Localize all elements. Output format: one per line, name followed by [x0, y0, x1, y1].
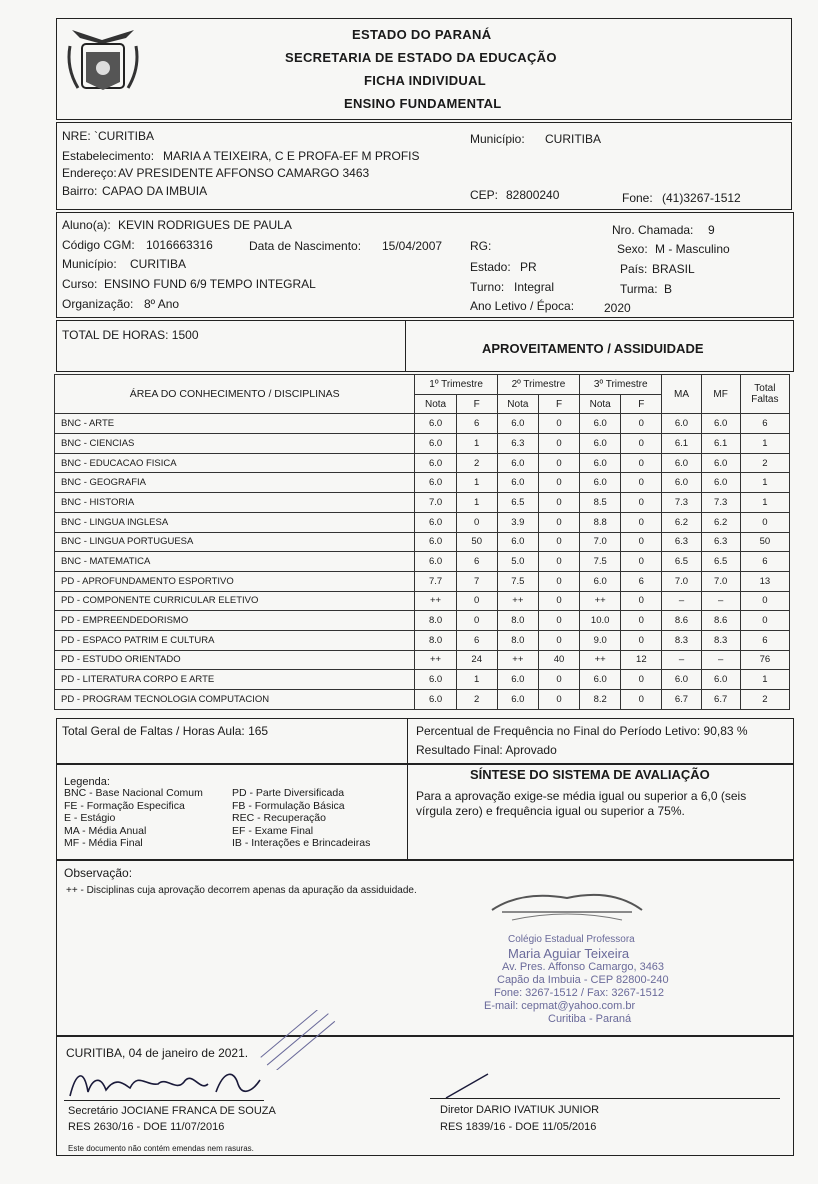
discipline-name: PD - COMPONENTE CURRICULAR ELETIVO	[55, 591, 415, 611]
table-row	[55, 434, 790, 454]
grade-cell: 0	[456, 611, 497, 631]
grade-cell: –	[662, 591, 701, 611]
state-title: ESTADO DO PARANÁ	[352, 27, 492, 42]
grade-cell: ++	[415, 650, 456, 670]
sexo-value: M - Masculino	[655, 242, 730, 256]
grade-cell: 8.8	[580, 512, 621, 532]
grade-cell: 6.0	[580, 473, 621, 493]
grade-cell: 0	[538, 414, 579, 434]
grade-cell: ++	[415, 591, 456, 611]
grade-cell: 0	[538, 552, 579, 572]
grade-cell: 7.3	[662, 493, 701, 513]
grade-cell: 0	[538, 630, 579, 650]
grade-cell: 0	[538, 434, 579, 454]
grade-cell: 7	[456, 571, 497, 591]
grade-cell: 0	[538, 473, 579, 493]
discipline-name: PD - APROFUNDAMENTO ESPORTIVO	[55, 571, 415, 591]
sintese-title: SÍNTESE DO SISTEMA DE AVALIAÇÃO	[470, 767, 710, 782]
t2-f-header: F	[538, 394, 579, 414]
grade-cell: 0	[621, 493, 662, 513]
grade-cell: 6.0	[580, 670, 621, 690]
grade-cell: 6	[740, 552, 789, 572]
grade-cell: 0	[621, 434, 662, 454]
grade-cell: 1	[456, 493, 497, 513]
grade-cell: 0	[538, 690, 579, 710]
grade-cell: 1	[456, 434, 497, 454]
grade-cell: 8.0	[497, 611, 538, 631]
nasc-label: Data de Nascimento:	[249, 239, 362, 253]
grade-cell: 8.6	[662, 611, 701, 631]
chamada-label: Nro. Chamada:	[612, 223, 694, 237]
grade-cell: 1	[456, 670, 497, 690]
nre-value: `CURITIBA	[94, 129, 154, 143]
estab-value: MARIA A TEIXEIRA, C E PROFA-EF M PROFIS	[163, 149, 420, 163]
grade-cell: 7.7	[415, 571, 456, 591]
total-faltas-summary: Total Geral de Faltas / Horas Aula: 165	[62, 724, 269, 738]
table-row	[55, 591, 790, 611]
grade-cell: 6.0	[580, 571, 621, 591]
stamp-line: E-mail: cepmat@yahoo.com.br	[484, 1000, 636, 1012]
curso-value: ENSINO FUND 6/9 TEMPO INTEGRAL	[104, 277, 316, 291]
grade-cell: ++	[497, 591, 538, 611]
grade-cell: 6.0	[701, 453, 740, 473]
t2-header: 2º Trimestre	[497, 375, 579, 395]
grade-cell: 6.0	[415, 473, 456, 493]
grade-cell: 8.3	[701, 630, 740, 650]
t3-nota-header: Nota	[580, 394, 621, 414]
grade-cell: 6.3	[497, 434, 538, 454]
table-row	[55, 571, 790, 591]
endereco-label: Endereço:	[62, 166, 117, 180]
grade-cell: 50	[456, 532, 497, 552]
discipline-name: BNC - GEOGRAFIA	[55, 473, 415, 493]
student-municipio-label: Município:	[62, 257, 117, 271]
grades-body	[55, 414, 790, 709]
grade-cell: 6.0	[415, 670, 456, 690]
discipline-name: PD - ESPACO PATRIM E CULTURA	[55, 630, 415, 650]
grade-cell: 6.3	[701, 532, 740, 552]
legend-item: MA - Média Anual	[64, 824, 147, 837]
grade-cell: 5.0	[497, 552, 538, 572]
grade-cell: 6.0	[662, 453, 701, 473]
discipline-name: PD - EMPREENDEDORISMO	[55, 611, 415, 631]
stamp-line: Av. Pres. Affonso Camargo, 3463	[502, 961, 665, 973]
grade-cell: 7.0	[580, 532, 621, 552]
grade-cell: –	[662, 650, 701, 670]
grade-cell: 6.3	[662, 532, 701, 552]
grade-cell: 7.3	[701, 493, 740, 513]
secretary-res: RES 2630/16 - DOE 11/07/2016	[68, 1121, 225, 1133]
grade-cell: 6.2	[662, 512, 701, 532]
level-title: ENSINO FUNDAMENTAL	[344, 96, 502, 111]
grade-cell: 2	[456, 453, 497, 473]
discipline-name: PD - PROGRAM TECNOLOGIA COMPUTACION	[55, 690, 415, 710]
grade-cell: 0	[538, 611, 579, 631]
table-row	[55, 670, 790, 690]
school-municipio-value: CURITIBA	[545, 132, 602, 146]
legend-item: REC - Recuperação	[232, 812, 326, 824]
bairro-value: CAPAO DA IMBUIA	[102, 184, 208, 198]
observacao-text: ++ - Disciplinas cuja aprovação decorrem apenas da apuração da assiduidade.	[66, 885, 417, 896]
director-res: RES 1839/16 - DOE 11/05/2016	[440, 1121, 597, 1133]
grade-cell: 7.5	[580, 552, 621, 572]
school-municipio-label: Município:	[470, 132, 525, 146]
grade-cell: 0	[538, 512, 579, 532]
grade-cell: 0	[621, 512, 662, 532]
grade-cell: 6.0	[662, 473, 701, 493]
grade-cell: 1	[456, 473, 497, 493]
grade-cell: 6.1	[662, 434, 701, 454]
table-row	[55, 493, 790, 513]
grade-cell: 8.0	[497, 630, 538, 650]
grade-cell: 6.0	[580, 414, 621, 434]
grade-cell: 6.5	[497, 493, 538, 513]
sintese-text-2: vírgula zero) e frequência igual ou superior a 75%.	[416, 804, 685, 818]
grade-cell: 6	[456, 414, 497, 434]
rg-label: RG:	[470, 239, 492, 253]
grade-cell: 6	[740, 414, 789, 434]
estado-label: Estado:	[470, 260, 511, 274]
grade-cell: 0	[621, 552, 662, 572]
sexo-label: Sexo:	[617, 242, 648, 256]
secretary-signature-icon	[66, 1062, 266, 1102]
grade-cell: 6.2	[701, 512, 740, 532]
grade-cell: 0	[456, 512, 497, 532]
grade-cell: 0	[456, 591, 497, 611]
grade-cell: 6.0	[580, 434, 621, 454]
grade-cell: 6.0	[701, 414, 740, 434]
grade-cell: 12	[621, 650, 662, 670]
grade-cell: –	[701, 650, 740, 670]
director-name: Diretor DARIO IVATIUK JUNIOR	[440, 1104, 600, 1116]
aluno-value: KEVIN RODRIGUES DE PAULA	[118, 218, 292, 232]
ano-value: 2020	[604, 301, 631, 315]
total-faltas-header: Total Faltas	[740, 375, 789, 414]
pais-value: BRASIL	[652, 262, 695, 276]
grades-table	[54, 374, 790, 710]
grade-cell: 6.0	[497, 473, 538, 493]
grade-cell: 6.0	[662, 414, 701, 434]
parana-coat-of-arms-icon	[62, 22, 144, 98]
grade-cell: 6.0	[701, 473, 740, 493]
stamp-line: Fone: 3267-1512 / Fax: 3267-1512	[494, 987, 665, 999]
stamp-line: Maria Aguiar Teixeira	[508, 946, 630, 961]
grade-cell: 6.0	[701, 670, 740, 690]
fone-label: Fone:	[622, 191, 653, 205]
grade-cell: 7.0	[662, 571, 701, 591]
grade-cell: 7.0	[701, 571, 740, 591]
grade-cell: 6.0	[415, 552, 456, 572]
legend-item: FE - Formação Especifica	[64, 799, 185, 812]
grade-cell: 1	[740, 493, 789, 513]
grade-cell: 6.0	[662, 670, 701, 690]
grade-cell: 0	[621, 473, 662, 493]
grade-cell: 0	[621, 453, 662, 473]
grade-cell: 0	[538, 571, 579, 591]
legend-left-list	[64, 787, 203, 850]
discipline-name: BNC - CIENCIAS	[55, 434, 415, 454]
grade-cell: 8.2	[580, 690, 621, 710]
grade-cell: 8.5	[580, 493, 621, 513]
legend-item: MF - Média Final	[64, 837, 143, 849]
fone-value: (41)3267-1512	[662, 191, 741, 205]
ma-header: MA	[662, 375, 701, 414]
grade-cell: 10.0	[580, 611, 621, 631]
grade-cell: 6.1	[701, 434, 740, 454]
table-row	[55, 414, 790, 434]
grade-cell: 6	[740, 630, 789, 650]
table-row	[55, 512, 790, 532]
footer-note: Este documento não contém emendas nem rasuras.	[68, 1144, 254, 1153]
grade-cell: 6.0	[497, 690, 538, 710]
grade-cell: 6.0	[415, 532, 456, 552]
area-header: ÁREA DO CONHECIMENTO / DISCIPLINAS	[55, 375, 415, 414]
legend-item: PD - Parte Diversificada	[232, 787, 345, 799]
stamp-line: Capão da Imbuia - CEP 82800-240	[497, 974, 669, 986]
curso-label: Curso:	[62, 277, 98, 291]
mf-header: MF	[701, 375, 740, 414]
grade-cell: 6.0	[497, 670, 538, 690]
discipline-name: PD - ESTUDO ORIENTADO	[55, 650, 415, 670]
grade-cell: 3.9	[497, 512, 538, 532]
grade-cell: 6.0	[415, 690, 456, 710]
table-row	[55, 611, 790, 631]
turma-value: B	[664, 282, 673, 296]
grade-cell: 6.5	[701, 552, 740, 572]
discipline-name: BNC - LINGUA INGLESA	[55, 512, 415, 532]
grade-cell: 6.7	[662, 690, 701, 710]
table-row	[55, 473, 790, 493]
legend-item: BNC - Base Nacional Comum	[64, 787, 203, 799]
grade-cell: 1	[740, 473, 789, 493]
grade-cell: 0	[621, 670, 662, 690]
grade-cell: 0	[538, 493, 579, 513]
grade-cell: 9.0	[580, 630, 621, 650]
grade-cell: 8.6	[701, 611, 740, 631]
grade-cell: 8.0	[415, 630, 456, 650]
grade-cell: 6.0	[580, 453, 621, 473]
grade-cell: ++	[580, 591, 621, 611]
grade-cell: 6	[621, 571, 662, 591]
t1-nota-header: Nota	[415, 394, 456, 414]
legend-item: EF - Exame Final	[232, 824, 314, 837]
grade-cell: 6.0	[415, 414, 456, 434]
grade-cell: 6.0	[415, 453, 456, 473]
t2-nota-header: Nota	[497, 394, 538, 414]
sintese-text-1: Para a aprovação exige-se média igual ou superior a 6,0 (seis	[416, 789, 747, 803]
aproveitamento-title: APROVEITAMENTO / ASSIDUIDADE	[482, 341, 704, 356]
grade-cell: 0	[538, 532, 579, 552]
table-row	[55, 690, 790, 710]
secretariat-title: SECRETARIA DE ESTADO DA EDUCAÇÃO	[285, 50, 557, 65]
table-row	[55, 650, 790, 670]
grade-cell: 6	[456, 630, 497, 650]
cep-value: 82800240	[506, 188, 560, 202]
legend-item: FB - Formulação Básica	[232, 799, 345, 812]
estado-value: PR	[520, 260, 537, 274]
grade-cell: 8.3	[662, 630, 701, 650]
grade-cell: 7.0	[415, 493, 456, 513]
grade-cell: 6.0	[415, 512, 456, 532]
grade-cell: 76	[740, 650, 789, 670]
grade-cell: 0	[621, 690, 662, 710]
stamp-line: Curitiba - Paraná	[548, 1013, 632, 1025]
grade-cell: 50	[740, 532, 789, 552]
grade-cell: 0	[740, 591, 789, 611]
discipline-name: BNC - HISTORIA	[55, 493, 415, 513]
grade-cell: 6	[456, 552, 497, 572]
grade-cell: 0	[621, 611, 662, 631]
grade-cell: 0	[538, 670, 579, 690]
rotated-stamp-icon	[252, 1010, 342, 1070]
endereco-value: AV PRESIDENTE AFFONSO CAMARGO 3463	[118, 166, 370, 180]
nre-label: NRE:	[62, 129, 91, 143]
legend-right-list	[232, 787, 370, 850]
turma-label: Turma:	[620, 282, 658, 296]
grade-cell: 13	[740, 571, 789, 591]
t3-f-header: F	[621, 394, 662, 414]
discipline-name: BNC - MATEMATICA	[55, 552, 415, 572]
table-row	[55, 532, 790, 552]
org-label: Organização:	[62, 297, 134, 311]
estab-label: Estabelecimento:	[62, 149, 155, 163]
grade-cell: 2	[740, 690, 789, 710]
grade-cell: 8.0	[415, 611, 456, 631]
t3-header: 3º Trimestre	[580, 375, 662, 395]
grade-cell: ++	[580, 650, 621, 670]
discipline-name: BNC - LINGUA PORTUGUESA	[55, 532, 415, 552]
discipline-name: BNC - EDUCACAO FISICA	[55, 453, 415, 473]
grade-cell: 7.5	[497, 571, 538, 591]
director-line	[430, 1098, 780, 1099]
form-title: FICHA INDIVIDUAL	[364, 73, 487, 88]
grade-cell: 0	[621, 630, 662, 650]
nasc-value: 15/04/2007	[382, 239, 443, 253]
grade-cell: 0	[538, 591, 579, 611]
grade-cell: 6.0	[415, 434, 456, 454]
grade-cell: 2	[740, 453, 789, 473]
legend-item: IB - Interações e Brincadeiras	[232, 837, 371, 849]
discipline-name: BNC - ARTE	[55, 414, 415, 434]
aluno-label: Aluno(a):	[62, 218, 111, 232]
grade-cell: 6.0	[497, 414, 538, 434]
turno-label: Turno:	[470, 280, 505, 294]
grade-cell: 0	[621, 591, 662, 611]
org-value: 8º Ano	[144, 297, 180, 311]
table-row	[55, 630, 790, 650]
legend-title: Legenda:	[64, 776, 110, 788]
grade-cell: 6.7	[701, 690, 740, 710]
table-row	[55, 552, 790, 572]
legend-item: E - Estágio	[64, 812, 116, 824]
grade-cell: 6.0	[497, 532, 538, 552]
grade-cell: 24	[456, 650, 497, 670]
bairro-label: Bairro:	[62, 184, 98, 198]
frequencia-summary: Percentual de Frequência no Final do Período Letivo: 90,83 %	[416, 724, 748, 738]
grade-cell: 2	[456, 690, 497, 710]
grade-cell: 1	[740, 670, 789, 690]
grade-cell: 40	[538, 650, 579, 670]
total-horas: TOTAL DE HORAS: 1500	[62, 328, 199, 342]
observacao-title: Observação:	[64, 866, 133, 880]
table-row	[55, 453, 790, 473]
grade-cell: 6.0	[497, 453, 538, 473]
t1-header: 1º Trimestre	[415, 375, 497, 395]
grade-cell: 0	[740, 611, 789, 631]
grade-cell: ++	[497, 650, 538, 670]
grade-cell: 0	[740, 512, 789, 532]
grade-cell: 6.5	[662, 552, 701, 572]
grade-cell: 0	[621, 532, 662, 552]
signature-date: CURITIBA, 04 de janeiro de 2021.	[66, 1046, 249, 1060]
grade-cell: 0	[538, 453, 579, 473]
stamp-line: Colégio Estadual Professora	[508, 934, 635, 945]
discipline-name: PD - LITERATURA CORPO E ARTE	[55, 670, 415, 690]
secretary-line	[64, 1100, 264, 1101]
t1-f-header: F	[456, 394, 497, 414]
grade-cell: 0	[621, 414, 662, 434]
chamada-value: 9	[708, 223, 715, 237]
grade-cell: 1	[740, 434, 789, 454]
grade-cell: –	[701, 591, 740, 611]
ano-label: Ano Letivo / Época:	[470, 299, 575, 313]
cgm-label: Código CGM:	[62, 238, 135, 252]
resultado-final: Resultado Final: Aprovado	[416, 743, 557, 757]
turno-value: Integral	[514, 280, 555, 294]
cgm-value: 1016663316	[146, 238, 213, 252]
stamp-seal-icon	[482, 880, 652, 940]
pais-label: País:	[620, 262, 648, 276]
cep-label: CEP:	[470, 188, 499, 202]
student-municipio-value: CURITIBA	[130, 257, 187, 271]
secretary-name: Secretário JOCIANE FRANCA DE SOUZA	[68, 1105, 276, 1117]
